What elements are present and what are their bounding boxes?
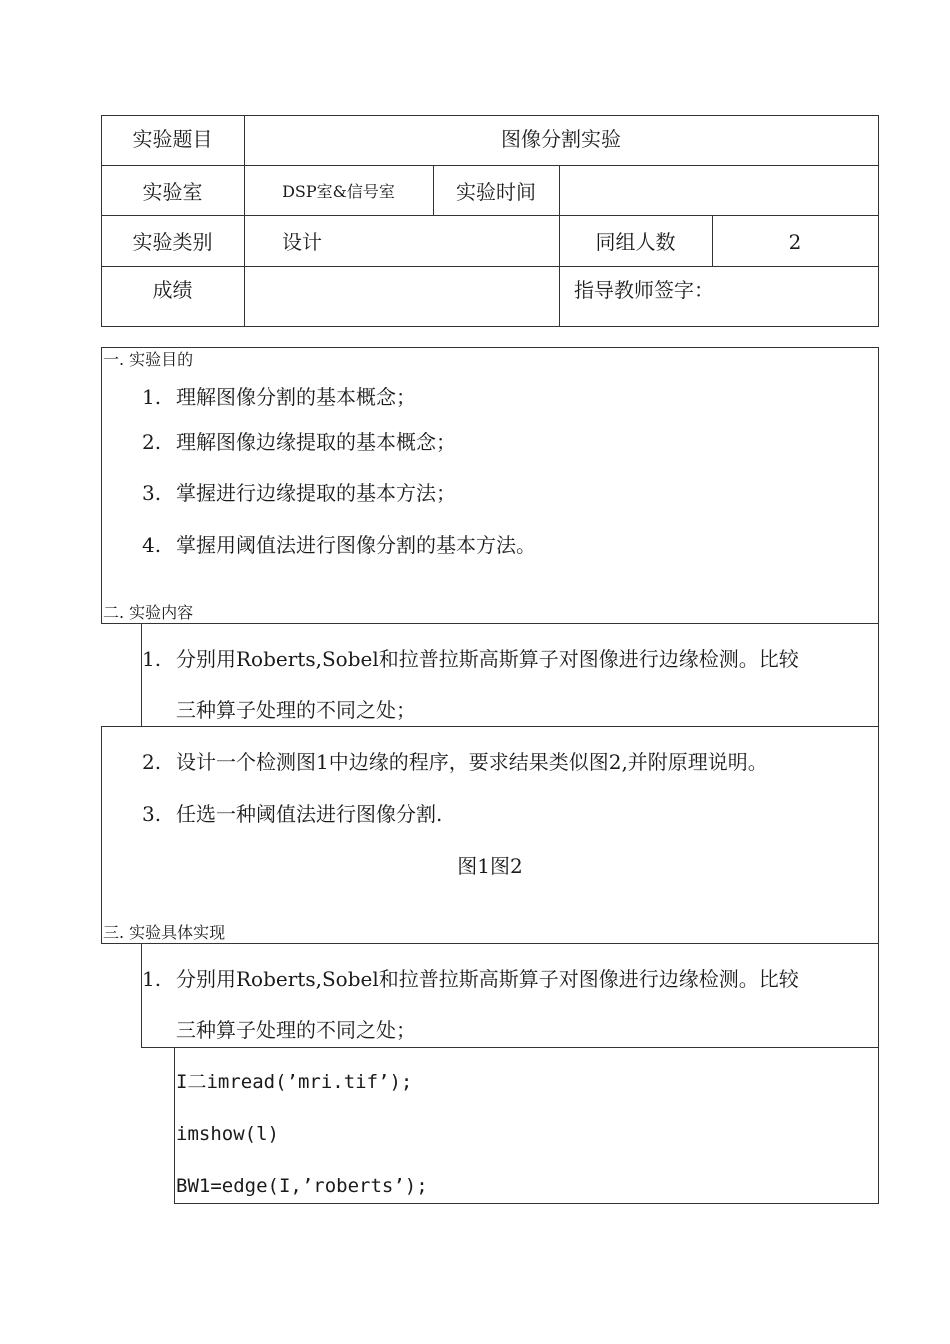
code-line: I二imread(’mri.tif’); (176, 1071, 413, 1093)
box-border (101, 943, 879, 944)
box-border (174, 1203, 879, 1204)
list-item: 掌握用阈值法进行图像分割的基本方法。 (176, 533, 536, 557)
list-number: 3. (142, 481, 162, 505)
box-border (141, 623, 142, 727)
list-item: 理解图像边缘提取的基本概念； (176, 430, 456, 454)
box-border (878, 1047, 879, 1204)
title-label: 实验题目 (132, 127, 213, 151)
list-item-continuation: 三种算子处理的不同之处； (176, 698, 416, 722)
table-border (101, 326, 879, 327)
list-number: 2. (142, 750, 162, 774)
type-value: 设计 (282, 230, 322, 254)
box-border (878, 347, 879, 624)
list-number: 4. (142, 533, 162, 557)
code-line: BW1=edge(I,’roberts’); (176, 1175, 428, 1197)
table-border (101, 115, 879, 116)
table-border (878, 115, 879, 327)
box-border (141, 1047, 879, 1048)
signature-label: 指导教师签字： (574, 278, 714, 302)
lab-value: DSP室&信号室 (282, 182, 395, 201)
lab-label: 实验室 (142, 180, 203, 204)
table-border (101, 165, 879, 166)
list-number: 1. (142, 967, 162, 991)
list-number: 1. (142, 385, 162, 409)
box-border (878, 623, 879, 727)
group-size-label: 同组人数 (595, 230, 676, 254)
section-heading: 三. 实验具体实现 (103, 923, 226, 942)
box-border (878, 943, 879, 1048)
list-item: 分别用Roberts,Sobel和拉普拉斯高斯算子对图像进行边缘检测。比较 (176, 647, 799, 671)
list-number: 1. (142, 647, 162, 671)
table-border (101, 215, 879, 216)
box-border (101, 623, 879, 624)
code-line: imshow(l) (176, 1123, 279, 1145)
box-border (101, 726, 102, 944)
score-label: 成绩 (152, 278, 193, 302)
box-border (878, 726, 879, 944)
list-item: 掌握进行边缘提取的基本方法； (176, 481, 456, 505)
section-heading: 二. 实验内容 (103, 603, 194, 622)
experiment-title: 图像分割实验 (501, 127, 621, 151)
box-border (174, 1047, 175, 1204)
table-border (559, 165, 560, 216)
box-border (101, 347, 102, 624)
box-border (141, 943, 142, 1048)
table-border (101, 266, 879, 267)
list-item: 理解图像分割的基本概念； (176, 385, 416, 409)
section-heading: 一. 实验目的 (103, 350, 194, 369)
list-item: 任选一种阈值法进行图像分割. (176, 802, 443, 826)
list-item-continuation: 三种算子处理的不同之处； (176, 1018, 416, 1042)
box-border (101, 726, 879, 727)
list-item: 设计一个检测图1中边缘的程序，要求结果类似图2,并附原理说明。 (176, 750, 768, 774)
list-item: 分别用Roberts,Sobel和拉普拉斯高斯算子对图像进行边缘检测。比较 (176, 967, 799, 991)
list-number: 2. (142, 430, 162, 454)
type-label: 实验类别 (132, 230, 213, 254)
list-number: 3. (142, 802, 162, 826)
figure-caption: 图1图2 (457, 854, 523, 878)
box-border (101, 347, 879, 348)
time-label: 实验时间 (456, 180, 536, 204)
group-size-value: 2 (788, 230, 802, 254)
